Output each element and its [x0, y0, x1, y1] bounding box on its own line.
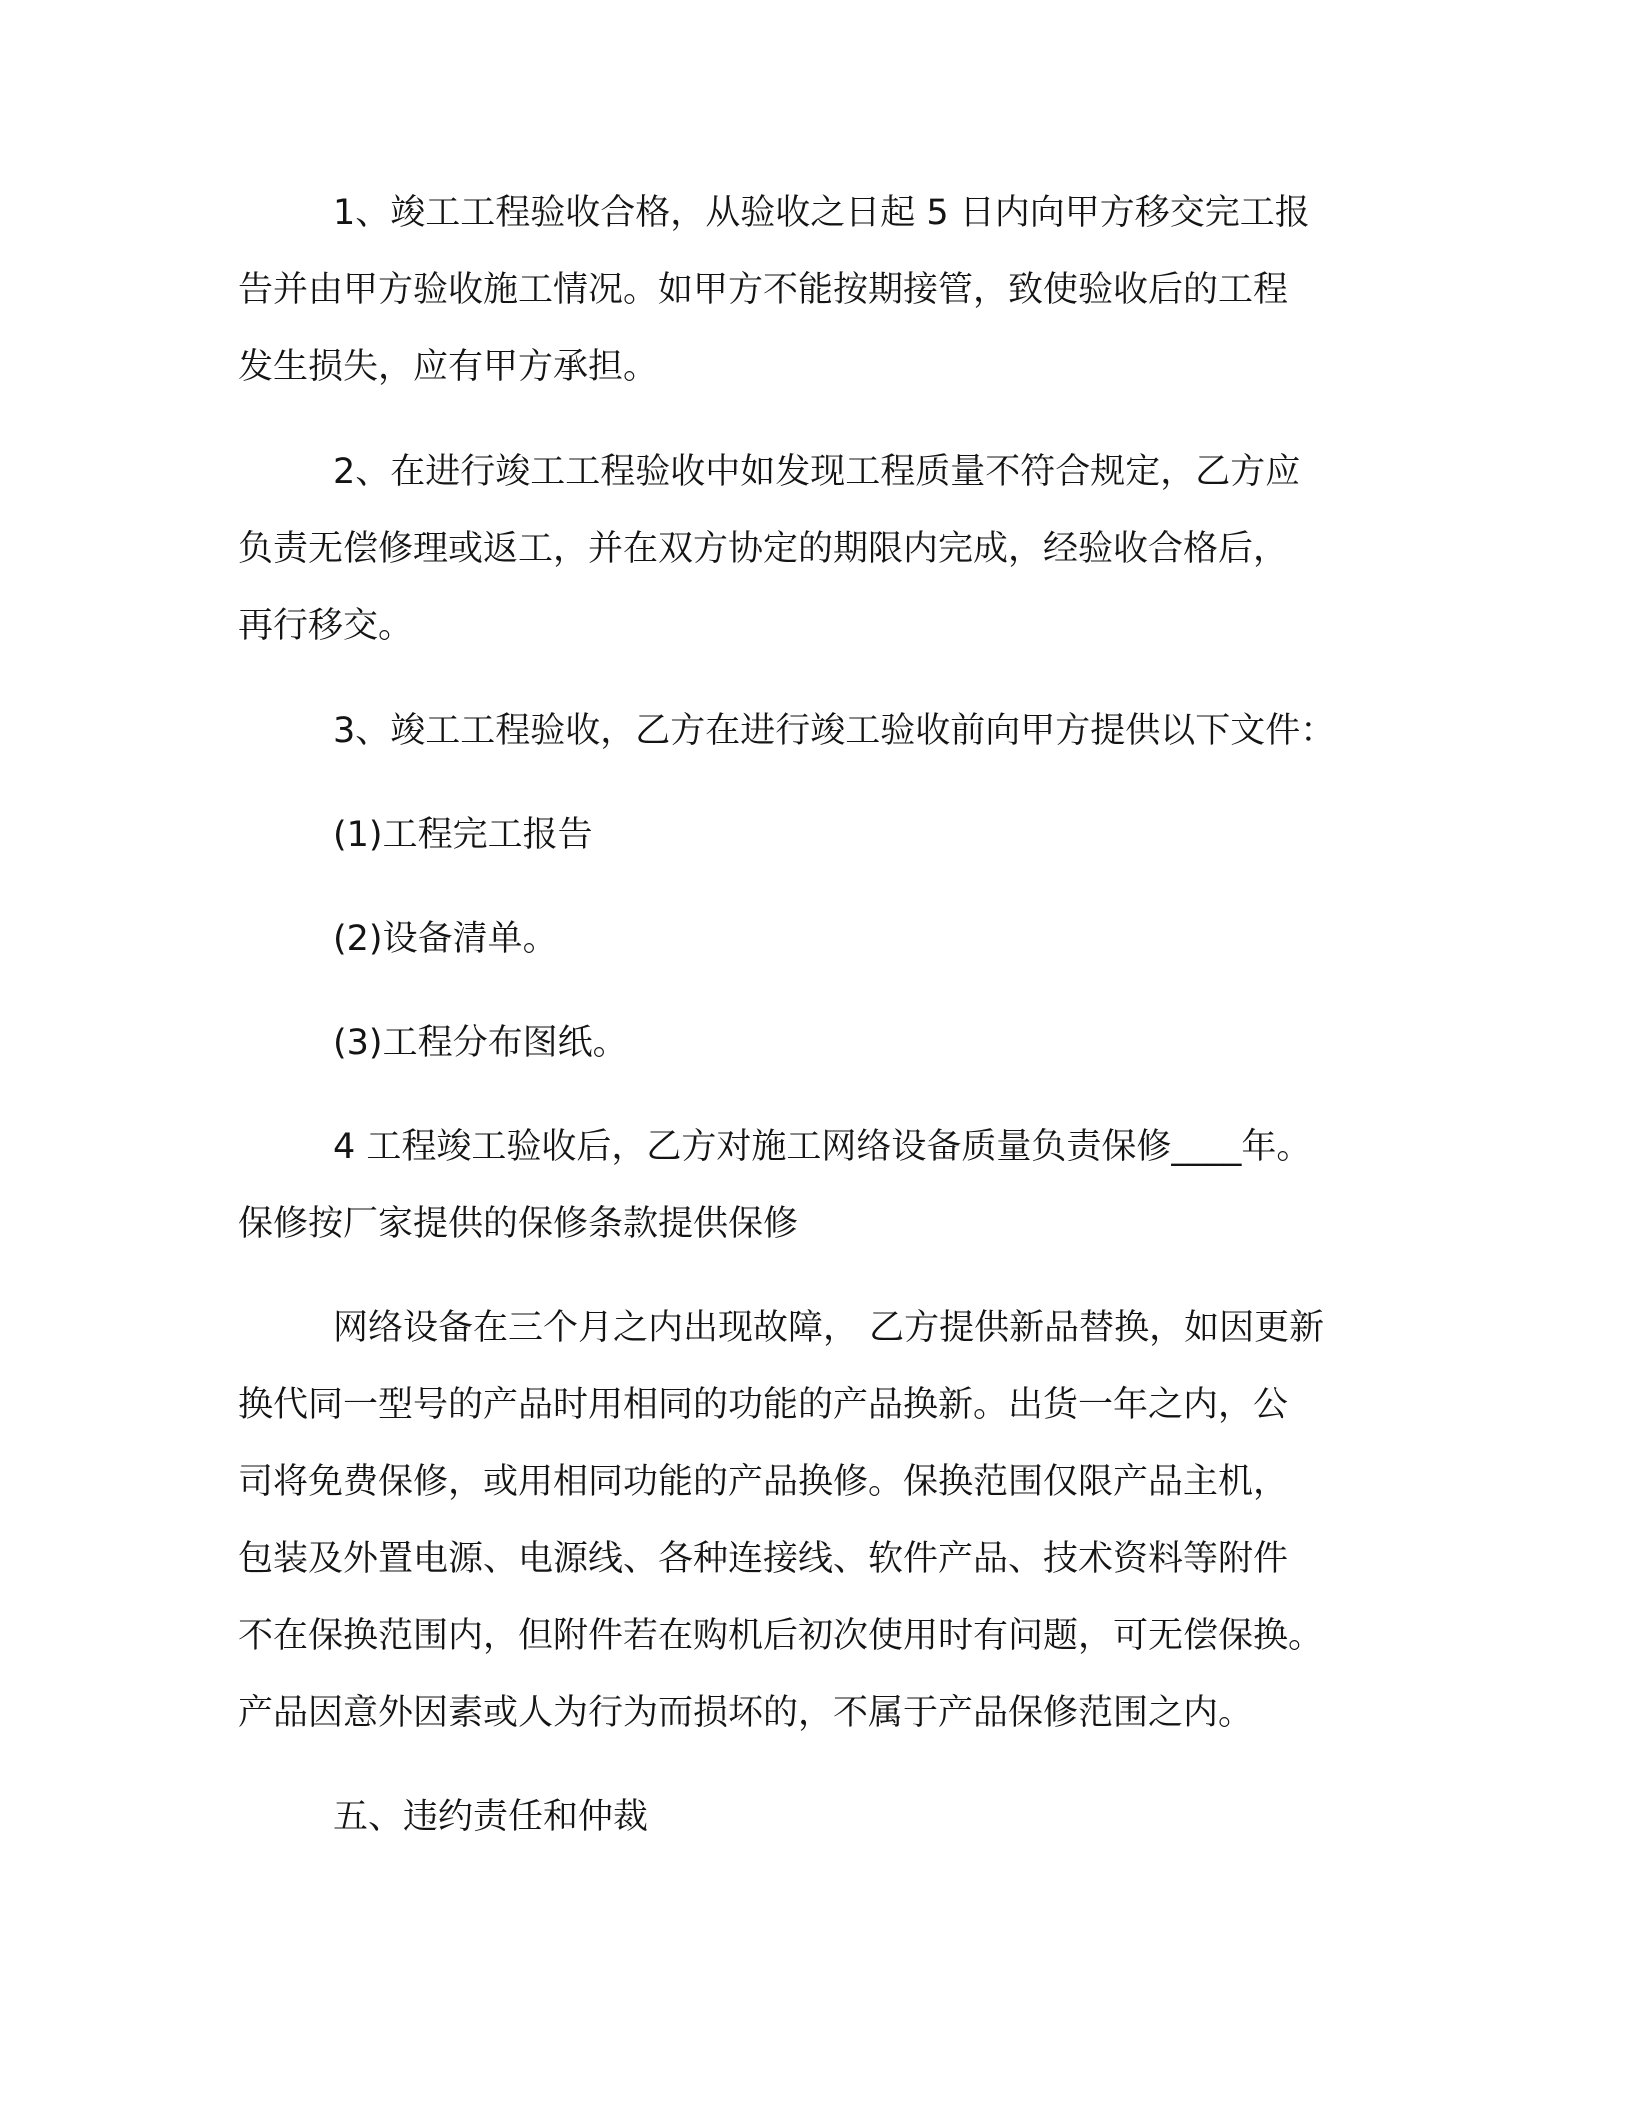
para-item-2-line-3: 再行移交。	[238, 606, 414, 646]
para-item-3-line-1: 3、竣工工程验收，乙方在进行竣工验收前向甲方提供以下文件：	[333, 711, 1336, 751]
para-warranty-line-1: 网络设备在三个月之内出现故障， 乙方提供新品替换，如因更新	[333, 1308, 1325, 1348]
para-item-1-line-2: 告并由甲方验收施工情况。如甲方不能按期接管，致使验收后的工程	[238, 270, 1289, 310]
para-subitem-2-line: (2)设备清单。	[333, 919, 558, 959]
para-item-2-line-1: 2、在进行竣工工程验收中如发现工程质量不符合规定，乙方应	[333, 452, 1301, 492]
para-item-2-line-2: 负责无偿修理或返工，并在双方协定的期限内完成，经验收合格后，	[238, 529, 1289, 569]
para-item-1-line-3: 发生损失，应有甲方承担。	[238, 347, 659, 387]
para-warranty-line-4: 包装及外置电源、电源线、各种连接线、软件产品、技术资料等附件	[238, 1539, 1289, 1579]
para-warranty-line-2: 换代同一型号的产品时用相同的功能的产品换新。出货一年之内，公	[238, 1385, 1289, 1425]
para-item-1-line-1: 1、竣工工程验收合格，从验收之日起 5 日内向甲方移交完工报	[333, 193, 1310, 233]
para-warranty-line-5: 不在保换范围内，但附件若在购机后初次使用时有问题，可无偿保换。	[238, 1616, 1324, 1656]
para-subitem-3-line: (3)工程分布图纸。	[333, 1023, 628, 1063]
para-item-4-line-2: 保修按厂家提供的保修条款提供保修	[238, 1204, 799, 1244]
section-heading-5: 五、违约责任和仲裁	[333, 1797, 649, 1837]
para-item-4-line-1: 4 工程竣工验收后，乙方对施工网络设备质量负责保修____年。	[333, 1127, 1312, 1167]
para-warranty-line-3: 司将免费保修，或用相同功能的产品换修。保换范围仅限产品主机，	[238, 1462, 1289, 1502]
para-subitem-1-line: (1)工程完工报告	[333, 815, 593, 855]
para-warranty-line-6: 产品因意外因素或人为行为而损坏的，不属于产品保修范围之内。	[238, 1693, 1254, 1733]
